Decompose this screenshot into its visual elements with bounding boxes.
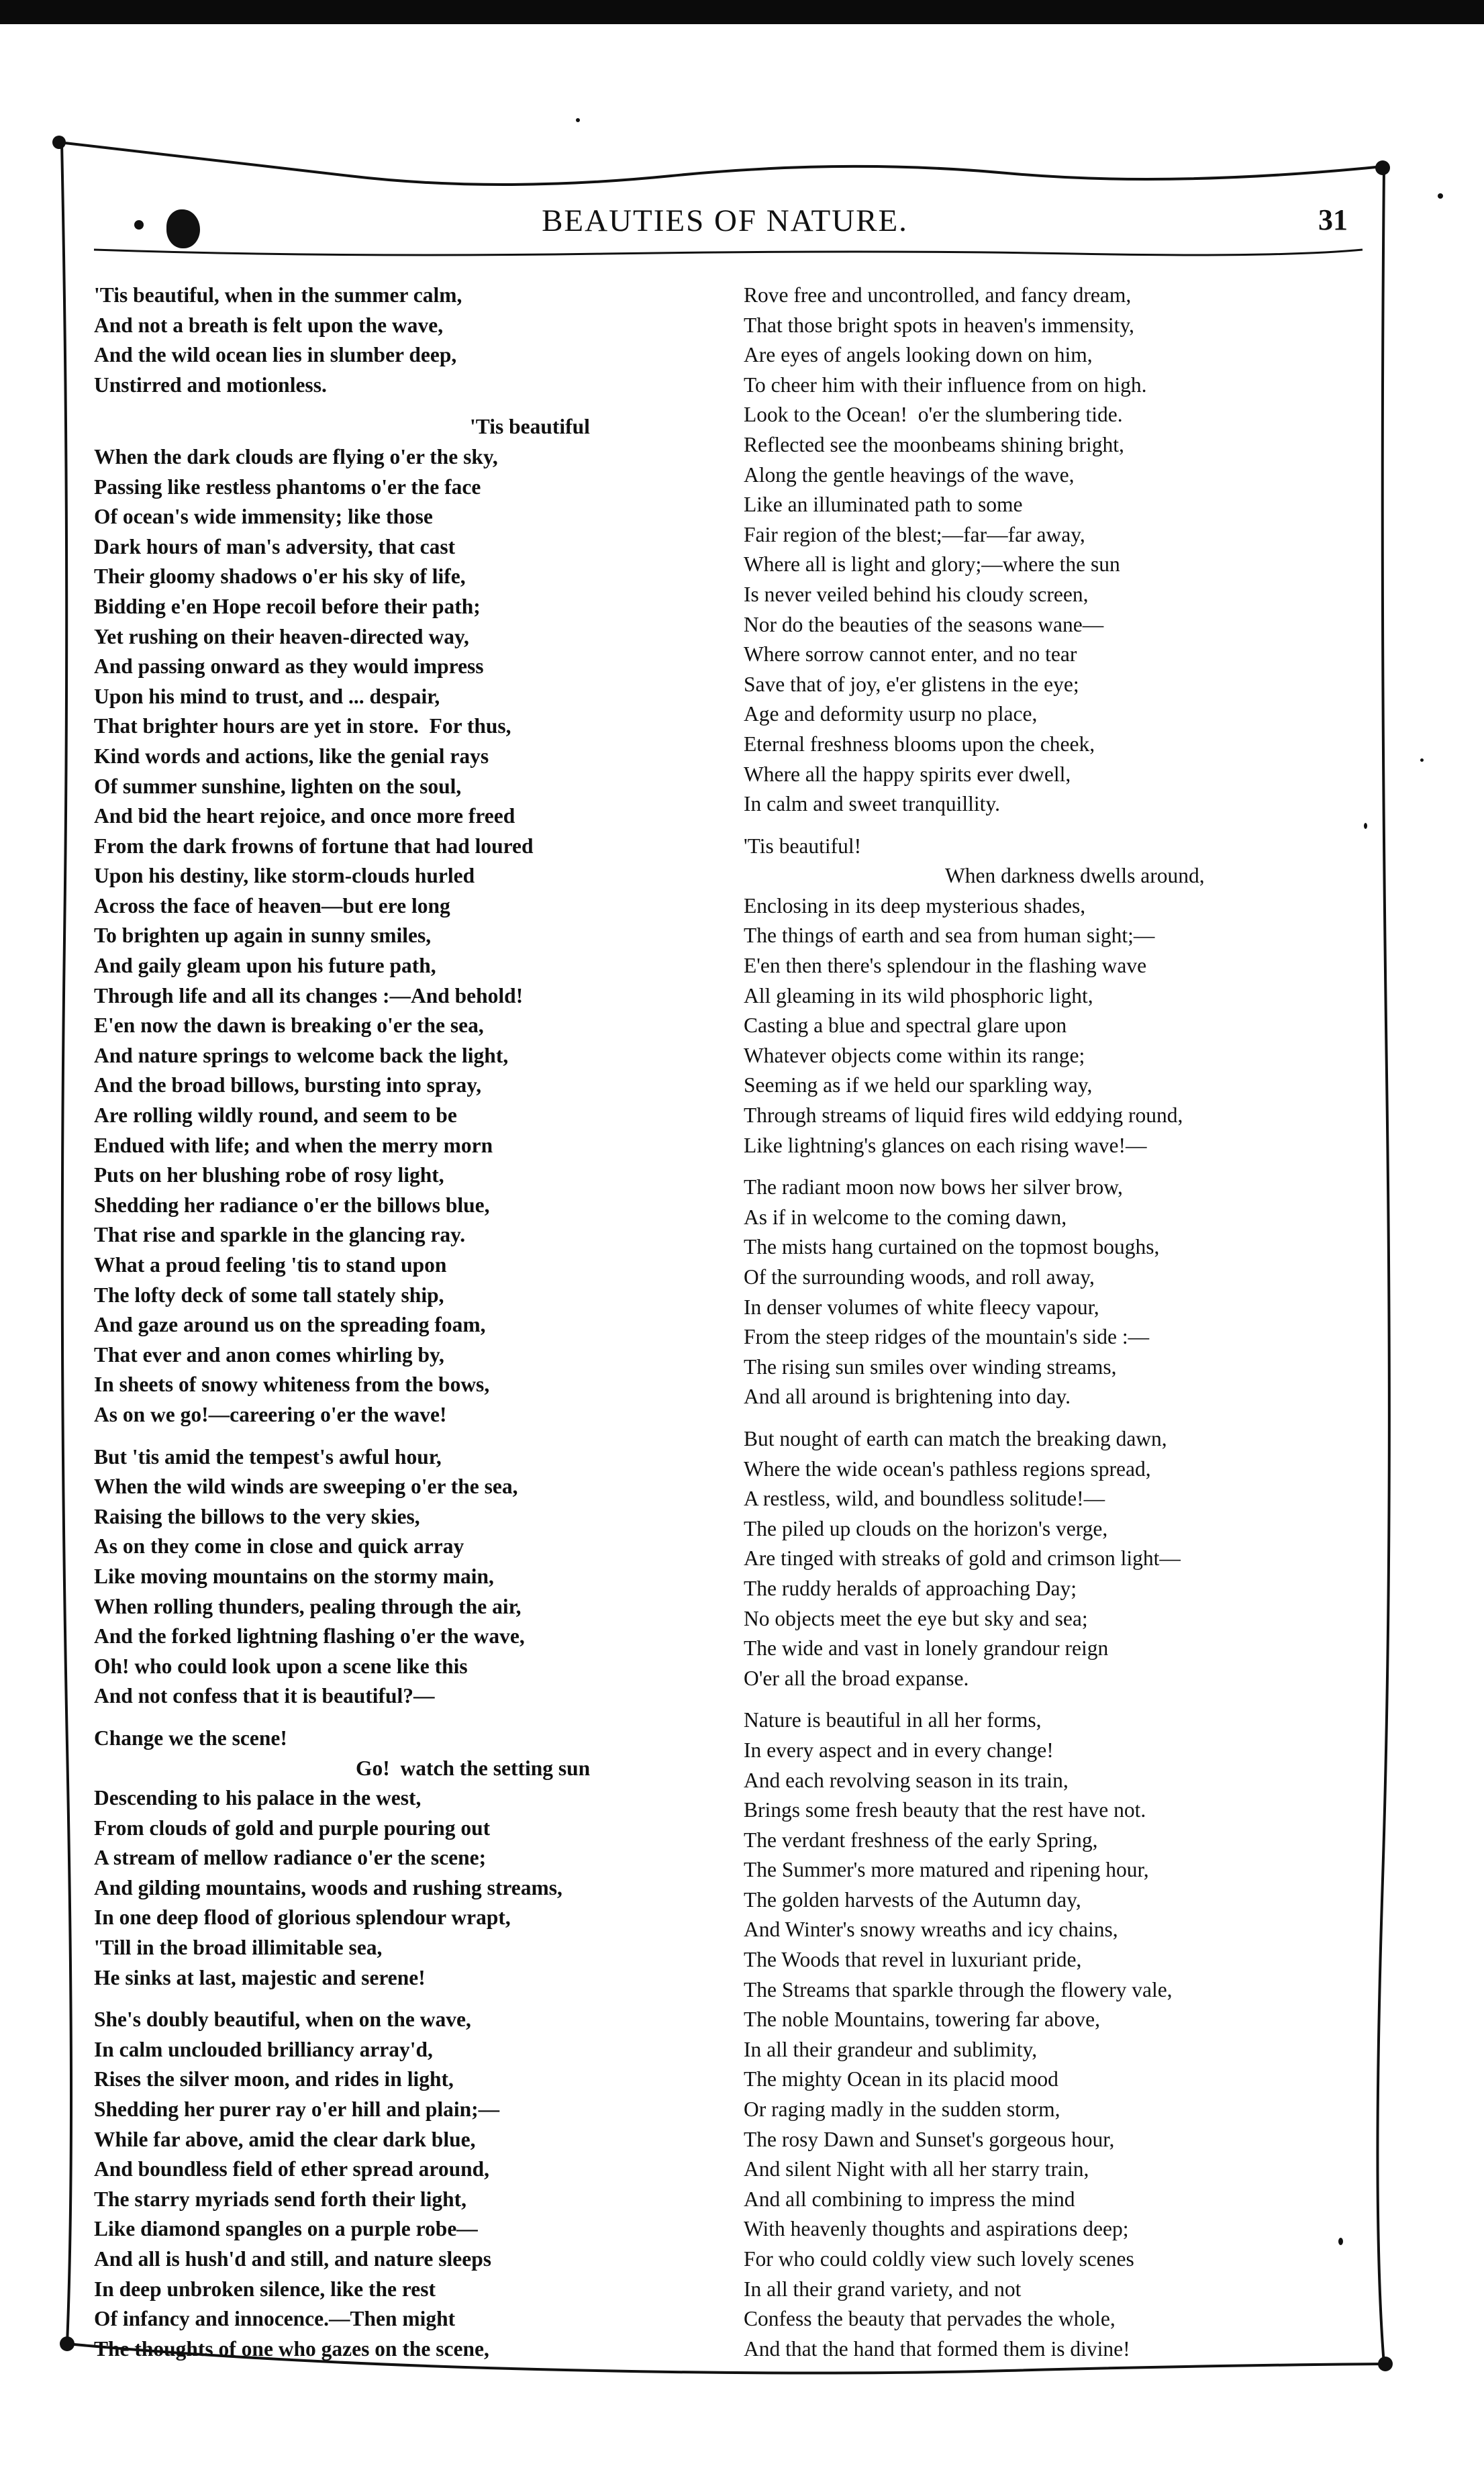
verse-line: In all their grandeur and sublimity, — [744, 2037, 1038, 2061]
verse-line: He sinks at last, majestic and serene! — [94, 1965, 426, 1989]
verse-line: Through streams of liquid fires wild eddying round, — [744, 1103, 1183, 1128]
verse-line: Upon his destiny, like storm-clouds hurled — [94, 864, 475, 888]
verse-line: The thoughts of one who gazes on the scene, — [94, 2336, 489, 2361]
verse-line: And boundless field of ether spread around, — [94, 2157, 490, 2181]
verse-line: To cheer him with their influence from on high. — [744, 373, 1147, 397]
verse-line: When the wild winds are sweeping o'er the sea, — [94, 1475, 518, 1499]
corner-ornament-br — [1378, 2357, 1393, 2371]
verse-line: The radiant moon now bows her silver brow, — [744, 1175, 1123, 1199]
verse-line: From the dark frowns of fortune that had loured — [94, 834, 534, 858]
verse-line: The Streams that sparkle through the flowery vale, — [744, 1977, 1173, 2001]
stanza-gap — [744, 1160, 1334, 1173]
verse-line: The lofty deck of some tall stately ship, — [94, 1283, 444, 1307]
verse-line: Confess the beauty that pervades the whole, — [744, 2307, 1116, 2331]
poem-left-column — [94, 281, 671, 2364]
stanza-gap — [744, 1412, 1334, 1424]
verse-line: And bid the heart rejoice, and once more freed — [94, 804, 515, 828]
verse-line: Where the wide ocean's pathless regions spread, — [744, 1456, 1151, 1481]
verse-line: Or raging madly in the sudden storm, — [744, 2097, 1060, 2122]
verse-line: The mighty Ocean in its placid mood — [744, 2067, 1058, 2091]
verse-line: But nought of earth can match the breaking dawn, — [744, 1426, 1167, 1450]
verse-line: Across the face of heaven—but ere long — [94, 893, 450, 918]
verse-line: The Summer's more matured and ripening hour, — [744, 1858, 1149, 1882]
stanza-gap — [744, 820, 1334, 832]
verse-line: Are rolling wildly round, and seem to be — [94, 1103, 457, 1128]
verse-line: The verdant freshness of the early Spring, — [744, 1828, 1098, 1852]
verse-line: Oh! who could look upon a scene like this — [94, 1654, 468, 1678]
verse-line: Like diamond spangles on a purple robe— — [94, 2217, 478, 2241]
stanza-gap — [94, 1993, 671, 2005]
verse-line: Reflected see the moonbeams shining bright, — [744, 432, 1124, 456]
verse-line: Save that of joy, e'er glistens in the eye; — [744, 672, 1079, 696]
verse-line: Where all is light and glory;—where the sun — [744, 552, 1120, 577]
verse-line: That those bright spots in heaven's immensity, — [744, 313, 1134, 337]
verse-line: And all is hush'd and still, and nature sleeps — [94, 2247, 492, 2271]
verse-line: To brighten up again in sunny smiles, — [94, 924, 432, 948]
verse-line: Go! watch the setting sun — [356, 1756, 591, 1780]
verse-line: Of infancy and innocence.—Then might — [94, 2307, 456, 2331]
verse-line: Of the surrounding woods, and roll away, — [744, 1265, 1095, 1289]
corner-ornament-bl — [60, 2336, 75, 2351]
verse-line: In one deep flood of glorious splendour wrapt, — [94, 1906, 511, 1930]
verse-line: Rove free and uncontrolled, and fancy dream, — [744, 283, 1132, 307]
verse-line: And each revolving season in its train, — [744, 1768, 1069, 1792]
ink-speck — [1338, 2238, 1343, 2245]
verse-line: The starry myriads send forth their light, — [94, 2187, 467, 2211]
verse-line: The wide and vast in lonely grandour reign — [744, 1636, 1109, 1661]
verse-line: The Woods that revel in luxuriant pride, — [744, 1948, 1082, 1972]
corner-ornament-tr — [1375, 160, 1390, 175]
stanza-gap — [94, 400, 671, 412]
verse-line: 'Tis beautiful! — [744, 834, 862, 858]
verse-line: And not confess that it is beautiful?— — [94, 1684, 435, 1708]
verse-line: In calm unclouded brilliancy array'd, — [94, 2037, 433, 2061]
ink-speck — [576, 118, 580, 122]
border-left — [62, 142, 71, 2344]
verse-line: Brings some fresh beauty that the rest have not. — [744, 1798, 1146, 1822]
verse-line: From the steep ridges of the mountain's side :— — [744, 1325, 1150, 1349]
verse-line: Whatever objects come within its range; — [744, 1043, 1085, 1067]
verse-line: Nature is beautiful in all her forms, — [744, 1708, 1042, 1732]
verse-line: Through life and all its changes :—And behold! — [94, 983, 524, 1007]
verse-line: In denser volumes of white fleecy vapour, — [744, 1295, 1099, 1319]
verse-line: The piled up clouds on the horizon's verge, — [744, 1516, 1108, 1540]
verse-line: Dark hours of man's adversity, that cast — [94, 534, 456, 558]
verse-line: 'Till in the broad illimitable sea, — [94, 1936, 383, 1960]
verse-line: Raising the billows to the very skies, — [94, 1504, 420, 1528]
verse-line: Unstirred and motionless. — [94, 373, 327, 397]
verse-line: But 'tis amid the tempest's awful hour, — [94, 1444, 442, 1469]
page-title: BEAUTIES OF NATURE. — [542, 203, 908, 238]
verse-line: Of ocean's wide immensity; like those — [94, 505, 433, 529]
verse-line: In all their grand variety, and not — [744, 2277, 1022, 2301]
verse-line: Are tinged with streaks of gold and crimson light— — [744, 1546, 1181, 1571]
verse-line: As on we go!—careering o'er the wave! — [94, 1402, 447, 1426]
verse-line: And gaily gleam upon his future path, — [94, 954, 436, 978]
verse-line: No objects meet the eye but sky and sea; — [744, 1606, 1088, 1630]
stanza-gap — [744, 1693, 1334, 1705]
verse-line: Like moving mountains on the stormy main, — [94, 1564, 494, 1588]
verse-line: Are eyes of angels looking down on him, — [744, 343, 1093, 367]
verse-line: In sheets of snowy whiteness from the bows, — [94, 1373, 490, 1397]
verse-line: What a proud feeling 'tis to stand upon — [94, 1253, 447, 1277]
page-number: 31 — [1318, 203, 1348, 236]
verse-line: And Winter's snowy wreaths and icy chains, — [744, 1918, 1118, 1942]
verse-line: Change we the scene! — [94, 1726, 287, 1750]
verse-line: Is never veiled behind his cloudy screen, — [744, 582, 1089, 606]
verse-line: Enclosing in its deep mysterious shades, — [744, 893, 1086, 918]
stanza-gap — [94, 1712, 671, 1724]
verse-line: Age and deformity usurp no place, — [744, 702, 1038, 726]
verse-line: She's doubly beautiful, when on the wave, — [94, 2008, 471, 2032]
verse-line: And gilding mountains, woods and rushing streams, — [94, 1875, 562, 1899]
verse-line: Like an illuminated path to some — [744, 493, 1023, 517]
verse-line: Of summer sunshine, lighten on the soul, — [94, 774, 462, 798]
verse-line: Along the gentle heavings of the wave, — [744, 462, 1075, 487]
verse-line: The noble Mountains, towering far above, — [744, 2008, 1100, 2032]
verse-line: And that the hand that formed them is divine! — [744, 2336, 1130, 2361]
verse-line: The mists hang curtained on the topmost boughs, — [744, 1235, 1160, 1259]
verse-line: And all around is brightening into day. — [744, 1385, 1071, 1409]
verse-line: Seeming as if we held our sparkling way, — [744, 1073, 1093, 1097]
verse-line: All gleaming in its wild phosphoric light, — [744, 983, 1093, 1007]
verse-line: Look to the Ocean! o'er the slumbering tide. — [744, 403, 1123, 427]
verse-line: Passing like restless phantoms o'er the face — [94, 475, 481, 499]
verse-line: With heavenly thoughts and aspirations deep; — [744, 2217, 1129, 2241]
verse-line: Like lightning's glances on each rising wave!— — [744, 1133, 1147, 1157]
verse-line: In every aspect and in every change! — [744, 1738, 1054, 1762]
verse-line: Kind words and actions, like the genial rays — [94, 744, 489, 768]
verse-line: Endued with life; and when the merry morn — [94, 1133, 493, 1157]
verse-line: While far above, amid the clear dark blue, — [94, 2127, 476, 2151]
verse-line: O'er all the broad expanse. — [744, 1666, 969, 1690]
verse-line: In deep unbroken silence, like the rest — [94, 2277, 436, 2301]
verse-line: Descending to his palace in the west, — [94, 1786, 422, 1810]
verse-line: When the dark clouds are flying o'er the sky, — [94, 444, 498, 468]
verse-line: A restless, wild, and boundless solitude!— — [744, 1487, 1105, 1511]
poem-right-column — [744, 281, 1334, 2364]
verse-line: For who could coldly view such lovely scenes — [744, 2247, 1134, 2271]
verse-line: Fair region of the blest;—far—far away, — [744, 522, 1085, 546]
verse-line: And all combining to impress the mind — [744, 2187, 1075, 2211]
verse-line: Eternal freshness blooms upon the cheek, — [744, 732, 1095, 756]
verse-line: Shedding her purer ray o'er hill and plain;— — [94, 2097, 500, 2122]
scan-top-edge — [0, 0, 1484, 24]
page-header — [87, 201, 1363, 255]
verse-line: Where sorrow cannot enter, and no tear — [744, 642, 1077, 666]
verse-line: The rising sun smiles over winding streams, — [744, 1354, 1117, 1379]
verse-line: Upon his mind to trust, and ... despair, — [94, 684, 440, 708]
verse-line: Where all the happy spirits ever dwell, — [744, 762, 1071, 786]
ink-speck — [1364, 823, 1367, 829]
verse-line: Bidding e'en Hope recoil before their path; — [94, 594, 481, 618]
verse-line: When darkness dwells around, — [945, 864, 1205, 888]
verse-line: The rosy Dawn and Sunset's gorgeous hour, — [744, 2127, 1115, 2151]
verse-line: The golden harvests of the Autumn day, — [744, 1887, 1081, 1912]
corner-ornament-tl — [52, 136, 66, 149]
verse-line: The ruddy heralds of approaching Day; — [744, 1576, 1077, 1600]
verse-line: That rise and sparkle in the glancing ray. — [94, 1223, 466, 1247]
verse-line: Yet rushing on their heaven-directed way, — [94, 624, 469, 648]
verse-line: From clouds of gold and purple pouring out — [94, 1816, 491, 1840]
verse-line: Their gloomy shadows o'er his sky of life, — [94, 564, 466, 589]
verse-line: And the wild ocean lies in slumber deep, — [94, 343, 457, 367]
verse-line: 'Tis beautiful, when in the summer calm, — [94, 283, 462, 307]
ink-speck — [1420, 758, 1424, 762]
verse-line: And the broad billows, bursting into spray, — [94, 1073, 482, 1097]
stanza-gap — [94, 1430, 671, 1442]
verse-line: That ever and anon comes whirling by, — [94, 1342, 444, 1367]
verse-line: When rolling thunders, pealing through the air, — [94, 1594, 522, 1618]
verse-line: A stream of mellow radiance o'er the scene; — [94, 1846, 487, 1870]
verse-line: In calm and sweet tranquillity. — [744, 792, 1000, 816]
verse-line: 'Tis beautiful — [470, 415, 590, 439]
verse-line: That brighter hours are yet in store. For thus, — [94, 714, 511, 738]
border-top — [59, 142, 1383, 185]
verse-line: Nor do the beauties of the seasons wane— — [744, 612, 1104, 636]
verse-line: Rises the silver moon, and rides in light, — [94, 2067, 454, 2091]
verse-line: And nature springs to welcome back the light, — [94, 1043, 509, 1067]
verse-line: Puts on her blushing robe of rosy light, — [94, 1163, 444, 1187]
verse-line: Shedding her radiance o'er the billows blue, — [94, 1193, 490, 1217]
verse-line: And the forked lightning flashing o'er the wave, — [94, 1624, 525, 1648]
verse-line: E'en now the dawn is breaking o'er the sea, — [94, 1013, 484, 1038]
verse-line: And not a breath is felt upon the wave, — [94, 313, 444, 337]
verse-line: As if in welcome to the coming dawn, — [744, 1205, 1067, 1229]
verse-line: The things of earth and sea from human sight;— — [744, 924, 1155, 948]
verse-line: And gaze around us on the spreading foam, — [94, 1313, 486, 1337]
verse-line: As on they come in close and quick array — [94, 1534, 464, 1558]
verse-line: And silent Night with all her starry train, — [744, 2157, 1089, 2181]
verse-line: Casting a blue and spectral glare upon — [744, 1013, 1067, 1038]
ink-speck — [1438, 193, 1443, 199]
verse-line: And passing onward as they would impress — [94, 654, 484, 679]
border-right — [1377, 166, 1389, 2364]
verse-line: E'en then there's splendour in the flashing wave — [744, 954, 1147, 978]
